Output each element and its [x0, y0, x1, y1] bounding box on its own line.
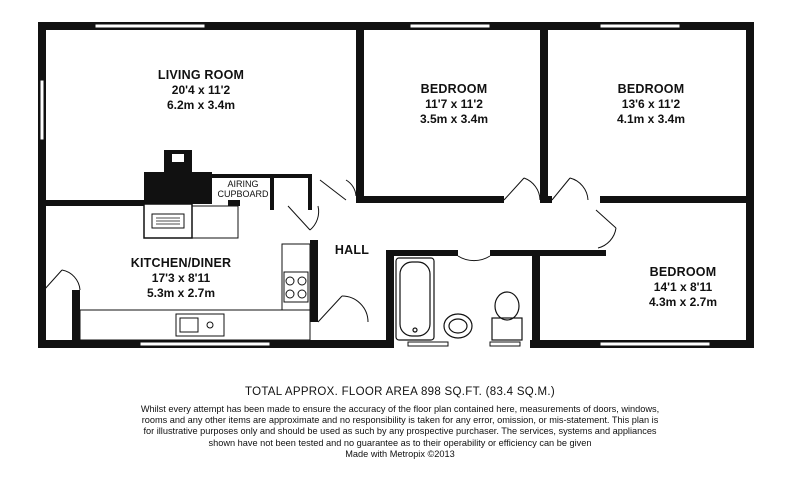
bedroom-1-imperial: 11'7 x 11'2: [425, 97, 483, 111]
kitchen-metric: 5.3m x 2.7m: [146, 286, 216, 300]
disclaimer-text: Whilst every attempt has been made to ensure the accuracy of the floor plan contained here, measurements of doors, windows, rooms and any other items are approximate and no responsibility is taken for any error, omission, or mis-statement. This plan is for illustrative purposes only and should be used as such by any prospective purchaser. The services, systems and appliances shown have not been tested and no guarantee as to their operability or efficiency can be given: [140, 404, 660, 448]
kitchen-imperial: 17'3 x 8'11: [151, 271, 211, 285]
room-label-bedroom-2: [617, 82, 685, 126]
total-floor-area: TOTAL APPROX. FLOOR AREA 898 SQ.FT. (83.4 SQ.M.): [244, 386, 556, 398]
room-label-bedroom-1: [420, 82, 488, 126]
airing-cupboard-line2: CUPBOARD: [217, 189, 269, 199]
airing-cupboard-line1: AIRING: [227, 179, 259, 189]
room-label-bedroom-3: [649, 265, 717, 309]
bedroom-3-metric: 4.3m x 2.7m: [648, 295, 718, 309]
room-label-airing-cupboard: [217, 179, 269, 199]
bathroom-fixtures: [396, 258, 522, 340]
living-room-imperial: 20'4 x 11'2: [171, 83, 231, 97]
fireplace: [144, 150, 212, 238]
kitchen-name: KITCHEN/DINER: [130, 256, 232, 270]
bedroom-3-imperial: 14'1 x 8'11: [653, 280, 713, 294]
living-room-name: LIVING ROOM: [157, 68, 245, 82]
bedroom-2-imperial: 13'6 x 11'2: [621, 97, 681, 111]
credit-text: Made with Metropix ©2013: [345, 448, 455, 459]
bedroom-1-name: BEDROOM: [420, 82, 488, 96]
hall-name: HALL: [334, 243, 370, 257]
windows: [40, 24, 710, 346]
room-label-kitchen: [131, 256, 232, 300]
bedroom-3-name: BEDROOM: [649, 265, 717, 279]
plan-footer: [0, 386, 800, 460]
room-label-living: [158, 68, 244, 112]
bedroom-1-metric: 3.5m x 3.4m: [419, 112, 489, 126]
bedroom-2-name: BEDROOM: [617, 82, 685, 96]
bedroom-2-metric: 4.1m x 3.4m: [616, 112, 686, 126]
living-room-metric: 6.2m x 3.4m: [166, 98, 236, 112]
